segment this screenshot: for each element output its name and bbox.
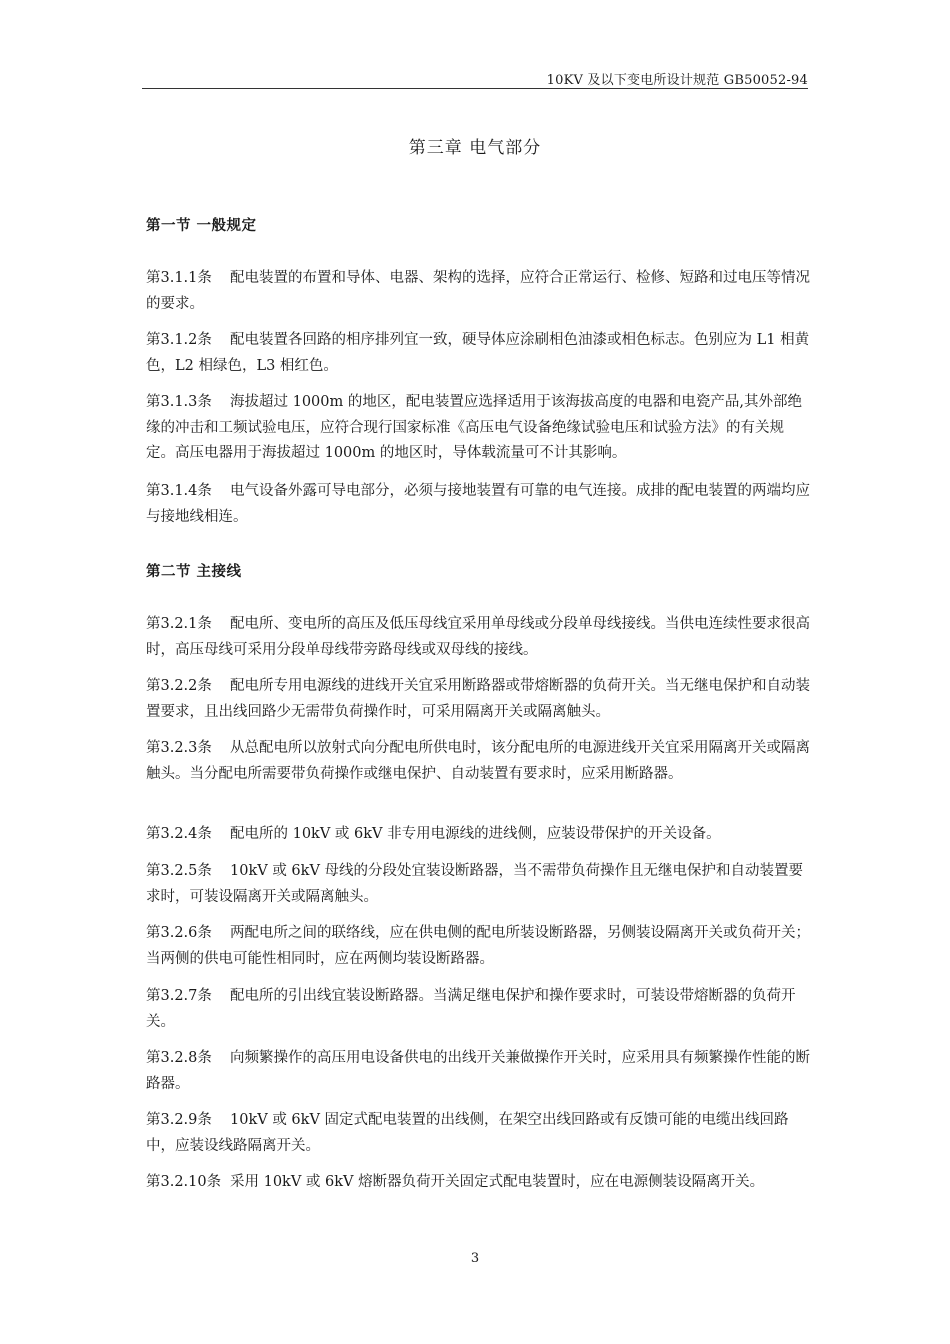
clause-text: 海拔超过 1000m 的地区，配电装置应选择适用于该海拔高度的电器和电瓷产品,其外部绝缘的冲击和工频试验电压，应符合现行国家标准《高压电气设备绝缘试验电压和试验方法》的有关规定。高压电器用于海拔超过 1000m 的地区时，导体载流量可不计其影响。 xyxy=(146,394,802,461)
clause-text: 电气设备外露可导电部分，必须与接地装置有可靠的电气连接。成排的配电装置的两端均应与接地线相连。 xyxy=(146,483,810,525)
clause-number: 第3.2.9条 xyxy=(146,1112,212,1128)
clause xyxy=(146,984,810,1035)
clause xyxy=(146,674,810,725)
clause-text: 配电所的 10kV 或 6kV 非专用电源线的进线侧，应装设带保护的开关设备。 xyxy=(230,826,721,842)
clause xyxy=(146,266,810,317)
clause-number: 第3.1.2条 xyxy=(146,332,212,348)
clause-text: 配电装置各回路的相序排列宜一致，硬导体应涂刷相色油漆或相色标志。色别应为 L1 相黄色，L2 相绿色，L3 相红色。 xyxy=(146,332,810,374)
clause xyxy=(146,479,810,530)
clause xyxy=(146,1108,810,1159)
clause-text: 两配电所之间的联络线，应在供电侧的配电所装设断路器，另侧装设隔离开关或负荷开关；当两侧的供电可能性相同时，应在两侧均装设断路器。 xyxy=(146,925,810,967)
page-number: 3 xyxy=(470,1251,480,1266)
clause xyxy=(146,1170,810,1196)
clause-text: 向频繁操作的高压用电设备供电的出线开关兼做操作开关时，应采用具有频繁操作性能的断路器。 xyxy=(146,1050,810,1092)
clause-number: 第3.2.4条 xyxy=(146,826,212,842)
clause xyxy=(146,736,810,787)
header-title: 10KV 及以下变电所设计规范 GB50052-94 xyxy=(546,73,808,88)
clause-number: 第3.2.6条 xyxy=(146,925,212,941)
clause-text: 10kV 或 6kV 固定式配电装置的出线侧，在架空出线回路或有反馈可能的电缆出线回路中，应装设线路隔离开关。 xyxy=(146,1112,789,1154)
clause-number: 第3.2.5条 xyxy=(146,863,212,879)
clause-text: 配电所专用电源线的进线开关宜采用断路器或带熔断器的负荷开关。当无继电保护和自动装置要求，且出线回路少无需带负荷操作时，可采用隔离开关或隔离触头。 xyxy=(146,678,810,720)
clause-text: 配电所的引出线宜装设断路器。当满足继电保护和操作要求时，可装设带熔断器的负荷开关。 xyxy=(146,988,796,1030)
clause-text: 从总配电所以放射式向分配电所供电时，该分配电所的电源进线开关宜采用隔离开关或隔离触头。当分配电所需要带负荷操作或继电保护、自动装置有要求时，应采用断路器。 xyxy=(146,740,810,782)
clause xyxy=(146,328,810,379)
clause xyxy=(146,921,810,972)
section-title: 第二节 主接线 xyxy=(146,564,242,580)
clause xyxy=(146,822,810,848)
clause xyxy=(146,390,810,467)
clause xyxy=(146,859,810,910)
page-header xyxy=(142,68,808,89)
clause-number: 第3.2.3条 xyxy=(146,740,212,756)
clause xyxy=(146,612,810,663)
clause-number: 第3.1.4条 xyxy=(146,483,212,499)
clause-number: 第3.1.1条 xyxy=(146,270,212,286)
clause-number: 第3.2.8条 xyxy=(146,1050,212,1066)
section-title: 第一节 一般规定 xyxy=(146,218,257,234)
clause-text: 采用 10kV 或 6kV 熔断器负荷开关固定式配电装置时，应在电源侧装设隔离开关。 xyxy=(230,1174,765,1190)
clause-number: 第3.2.1条 xyxy=(146,616,212,632)
clause-text: 配电装置的布置和导体、电器、架构的选择，应符合正常运行、检修、短路和过电压等情况的要求。 xyxy=(146,270,810,312)
clause-text: 10kV 或 6kV 母线的分段处宜装设断路器，当不需带负荷操作且无继电保护和自动装置要求时，可装设隔离开关或隔离触头。 xyxy=(146,863,804,905)
chapter-title: 第三章 电气部分 xyxy=(408,138,542,158)
clause-text: 配电所、变电所的高压及低压母线宜采用单母线或分段单母线接线。当供电连续性要求很高时，高压母线可采用分段单母线带旁路母线或双母线的接线。 xyxy=(146,616,810,658)
clause xyxy=(146,1046,810,1097)
clause-number: 第3.1.3条 xyxy=(146,394,212,410)
clause-number: 第3.2.2条 xyxy=(146,678,212,694)
clause-number: 第3.2.7条 xyxy=(146,988,212,1004)
clause-number: 第3.2.10条 xyxy=(146,1174,222,1190)
